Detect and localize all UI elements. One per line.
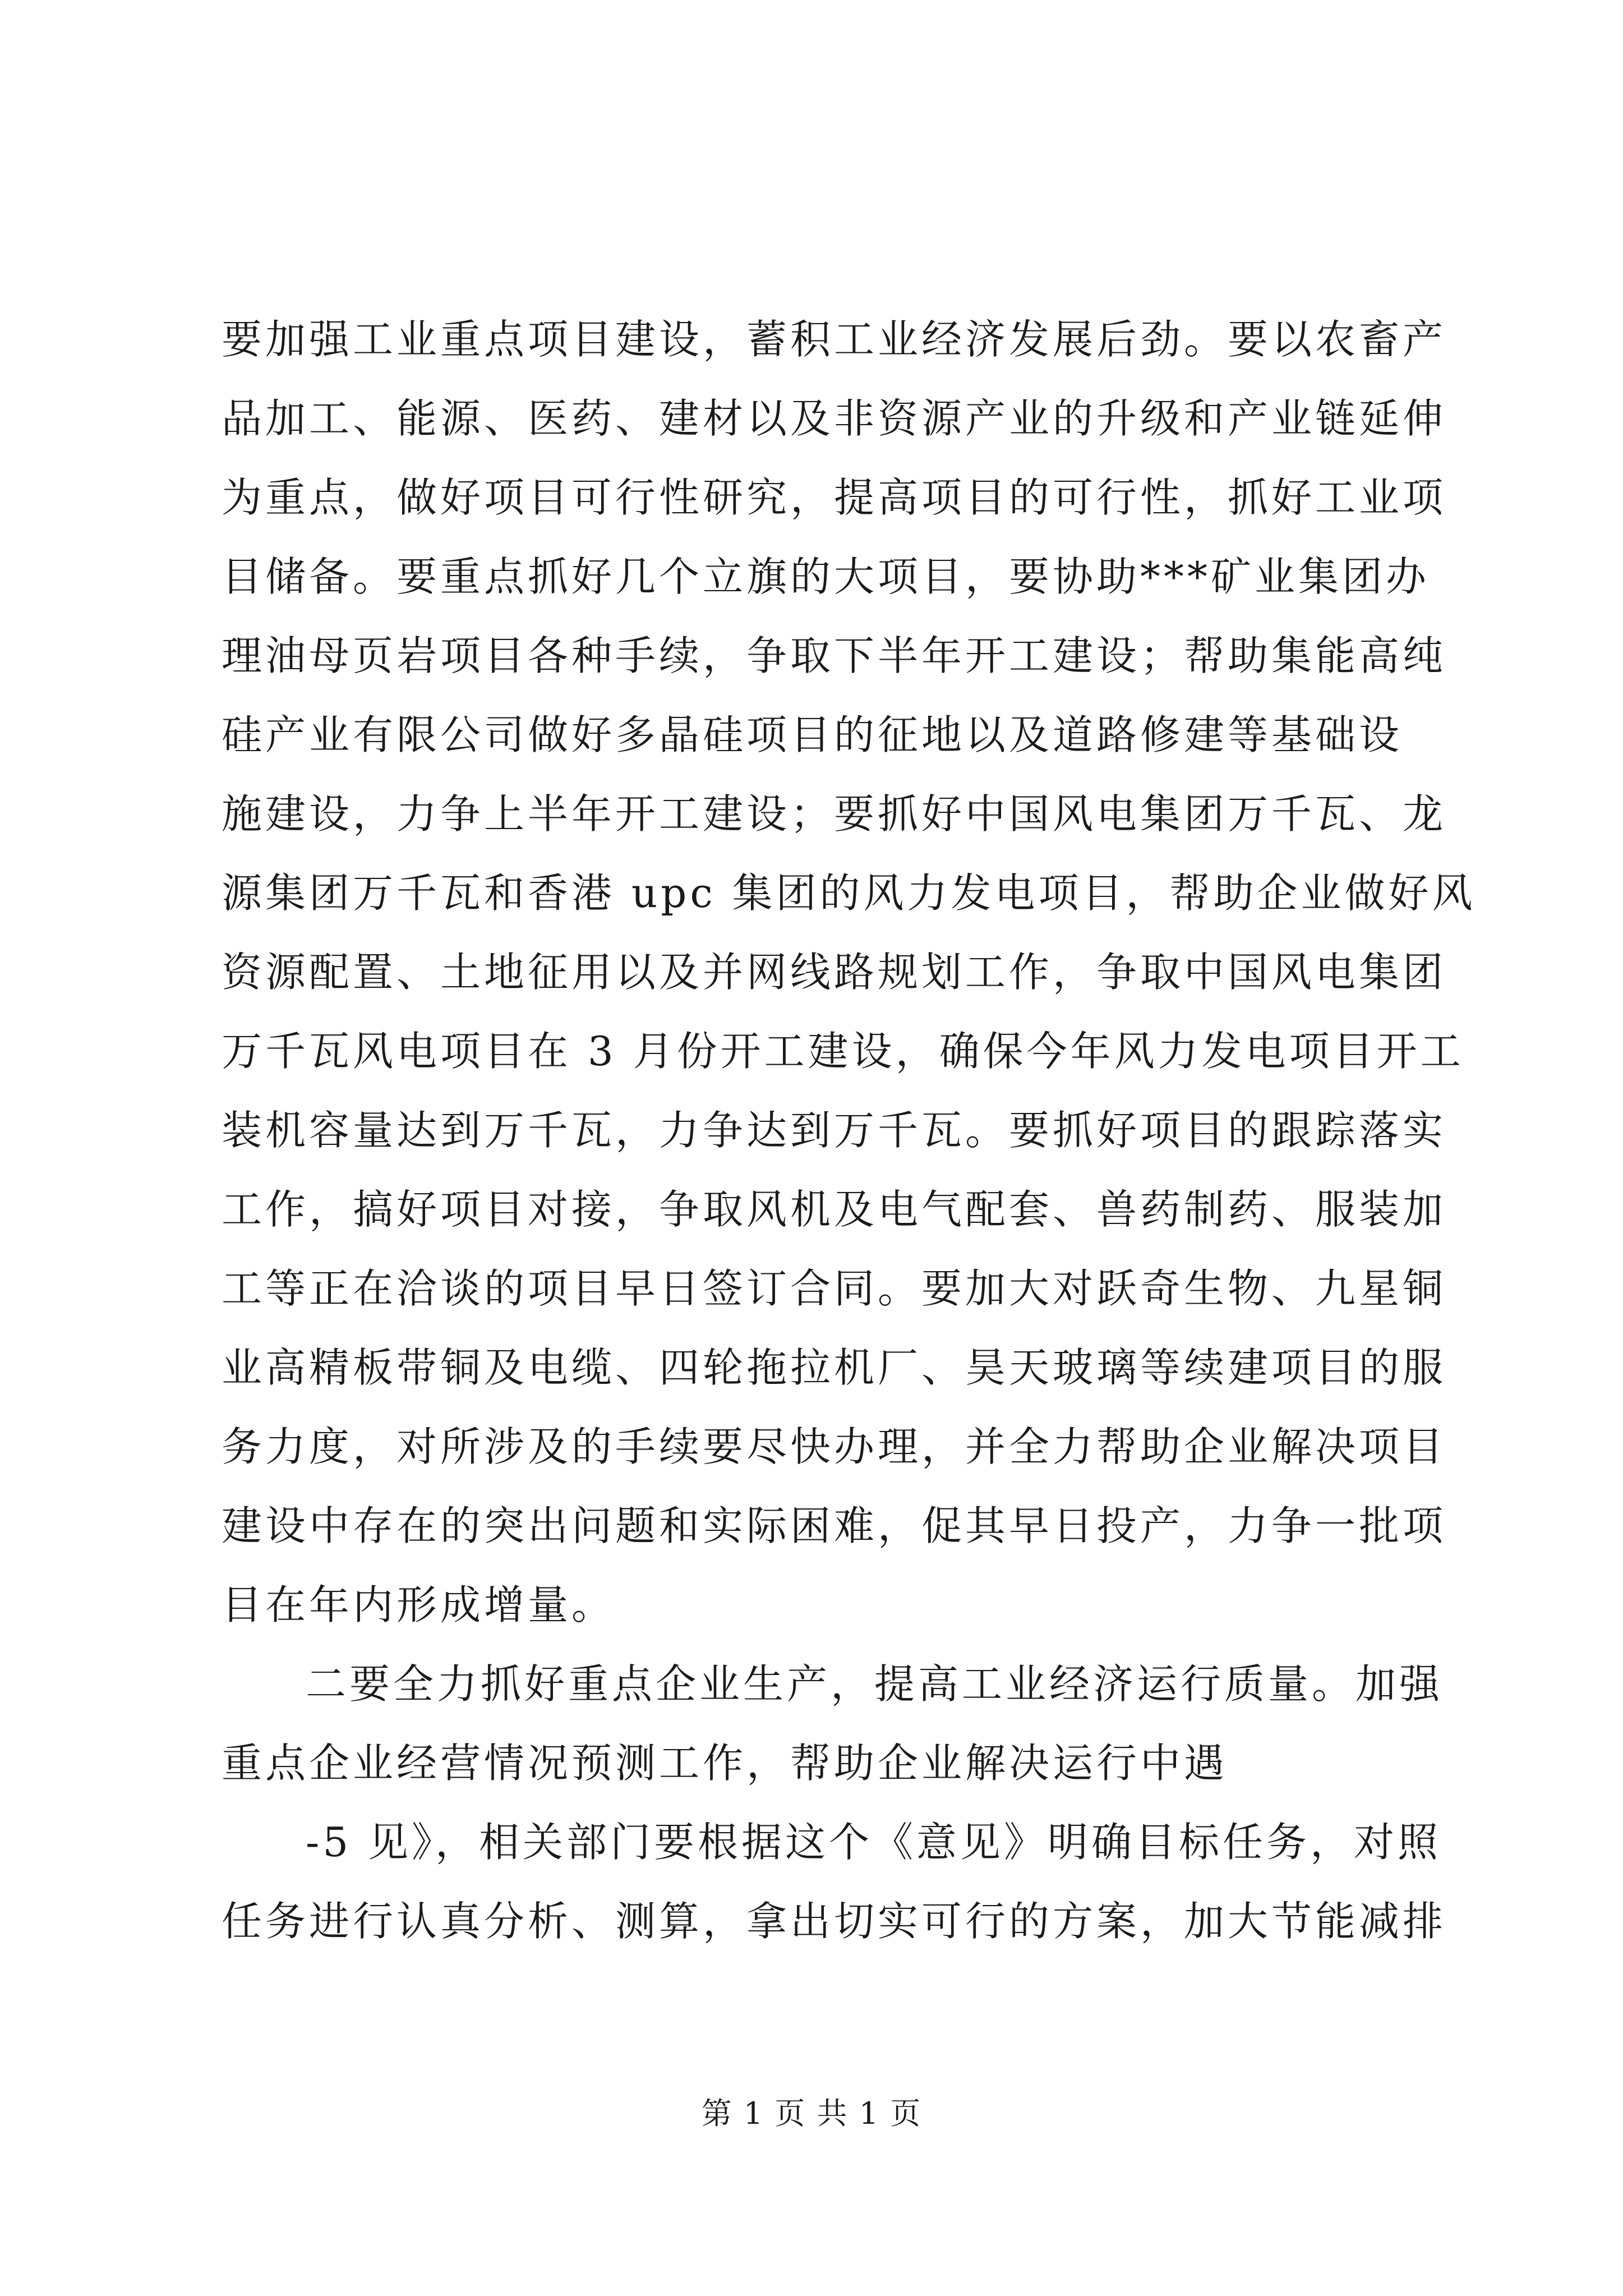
text-line: 务力度，对所涉及的手续要尽快办理，并全力帮助企业解决项目: [222, 1423, 1447, 1470]
text-line: 重点企业经营情况预测工作，帮助企业解决运行中遇: [222, 1740, 1228, 1787]
text-line: 工等正在洽谈的项目早日签订合同。要加大对跃奇生物、九星铜: [222, 1265, 1447, 1312]
paragraph-start-line: -5 见》，相关部门要根据这个《意见》明确目标任务，对照: [306, 1819, 1442, 1866]
text-line: 业高精板带铜及电缆、四轮拖拉机厂、昊天玻璃等续建项目的服: [222, 1344, 1447, 1391]
text-line: 理油母页岩项目各种手续，争取下半年开工建设；帮助集能高纯: [222, 632, 1447, 679]
text-line: 装机容量达到万千瓦，力争达到万千瓦。要抓好项目的跟踪落实: [222, 1107, 1447, 1154]
text-line: 硅产业有限公司做好多晶硅项目的征地以及道路修建等基础设: [222, 711, 1403, 758]
text-line: 目储备。要重点抓好几个立旗的大项目，要协助***矿业集团办: [222, 553, 1430, 600]
paragraph-start-line: 二要全力抓好重点企业生产，提高工业经济运行质量。加强: [306, 1660, 1444, 1708]
text-line: 要加强工业重点项目建设，蓄积工业经济发展后劲。要以农畜产: [222, 316, 1447, 363]
text-line: 工作，搞好项目对接，争取风机及电气配套、兽药制药、服装加: [222, 1186, 1447, 1233]
text-line: 任务进行认真分析、测算，拿出切实可行的方案，加大节能减排: [222, 1898, 1447, 1945]
text-line: 目在年内形成增量。: [222, 1581, 616, 1628]
text-line: 万千瓦风电项目在 3 月份开工建设，确保今年风力发电项目开工: [222, 1028, 1464, 1075]
text-line: 品加工、能源、医药、建材以及非资源产业的升级和产业链延伸: [222, 395, 1447, 442]
document-body: [222, 300, 1476, 1961]
text-line: 施建设，力争上半年开工建设；要抓好中国风电集团万千瓦、龙: [222, 790, 1447, 838]
text-line: 源集团万千瓦和香港 upc 集团的风力发电项目，帮助企业做好风: [222, 869, 1476, 917]
text-line: 建设中存在的突出问题和实际困难，促其早日投产，力争一批项: [222, 1502, 1447, 1549]
text-line: 为重点，做好项目可行性研究，提高项目的可行性，抓好工业项: [222, 474, 1447, 521]
page-footer: 第 1 页 共 1 页: [701, 2096, 922, 2131]
text-line: 资源配置、土地征用以及并网线路规划工作，争取中国风电集团: [222, 949, 1447, 996]
